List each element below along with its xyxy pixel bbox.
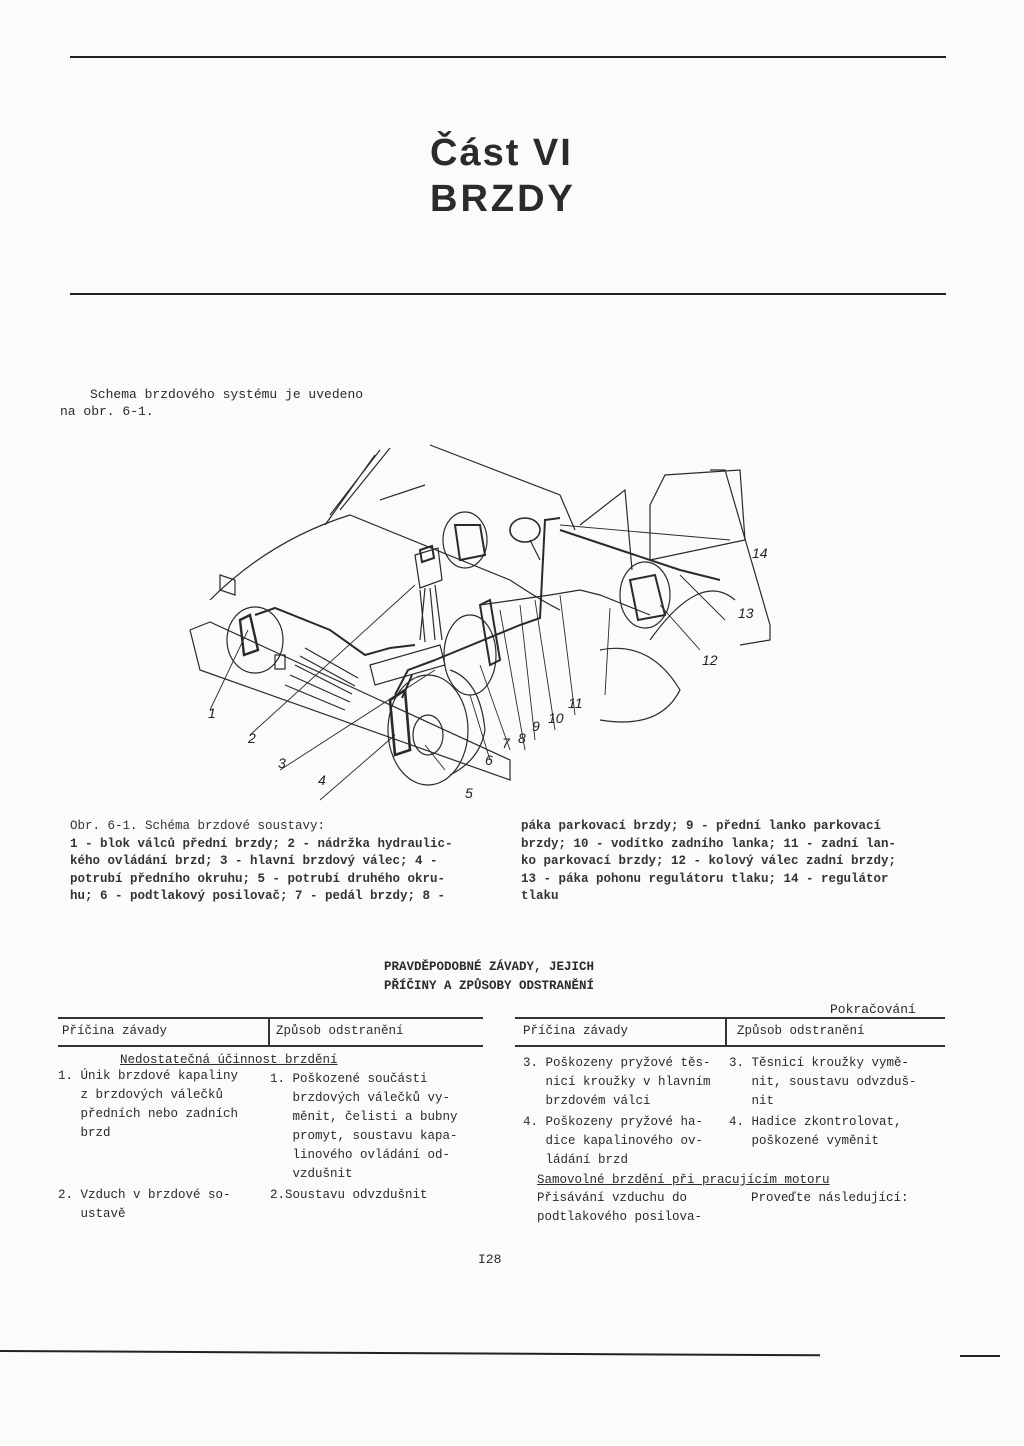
column-header-remedy: Způsob odstranění — [737, 1024, 865, 1038]
hood-outline — [210, 515, 560, 610]
caption-line: 1 - blok válců přední brzdy; 2 - nádržka hydraulic- — [70, 836, 453, 851]
bottom-rule — [0, 1350, 820, 1356]
cause-text: předních nebo zadních — [58, 1107, 239, 1121]
callout-1: 1 — [208, 705, 216, 721]
rear-cable — [480, 590, 650, 615]
caption-line: ko parkovací brzdy; 12 - kolový válec zadní brzdy; — [521, 854, 897, 868]
remedy-text: poškozené vyměnit — [729, 1134, 880, 1148]
headlight — [220, 575, 235, 595]
wiper — [380, 485, 425, 500]
column-header-remedy: Způsob odstranění — [276, 1024, 404, 1038]
cause-text: brzdovém válci — [523, 1094, 651, 1108]
title-bottom-rule — [70, 293, 946, 295]
callout-3: 3 — [278, 755, 286, 771]
cause-text: podtlakového posilova- — [537, 1210, 703, 1224]
reservoir-cap — [420, 546, 434, 562]
remedy-text: 3. Těsnicí kroužky vymě- — [729, 1056, 910, 1070]
column-header-cause: Příčina závady — [62, 1024, 168, 1038]
section-heading — [384, 958, 594, 996]
callout-5: 5 — [465, 785, 473, 801]
rear-window — [650, 470, 745, 560]
remedy-text: brzdových válečků vy- — [270, 1091, 451, 1105]
caption-line: potrubí předního okruhu; 5 - potrubí druhého okru- — [70, 871, 446, 886]
remedy-text: měnit, čelisti a bubny — [270, 1110, 458, 1124]
section-heading-line: PRAVDĚPODOBNÉ ZÁVADY, JEJICH — [384, 960, 595, 974]
remedy-text: 1. Poškozené součásti — [270, 1072, 428, 1086]
callout-9: 9 — [532, 718, 540, 734]
remedy-text: 4. Hadice zkontrolovat, — [729, 1115, 902, 1129]
intro-line: Schema brzdového systému je uvedeno — [90, 387, 364, 402]
callout-11: 11 — [568, 695, 583, 711]
cause-text: brzd — [58, 1126, 111, 1140]
rear-door — [580, 490, 632, 570]
cause-text: nicí kroužky v hlavním — [523, 1075, 711, 1089]
cause-text: Přisávání vzduchu do — [537, 1191, 688, 1205]
table-header — [515, 1017, 945, 1047]
column-divider — [725, 1019, 727, 1045]
remedy-text: nit, soustavu odvzduš- — [729, 1075, 917, 1089]
leader-lines — [210, 525, 730, 800]
callout-12: 12 — [702, 652, 718, 668]
figure-caption-left — [70, 818, 500, 906]
cause-text: dice kapalinového ov- — [523, 1134, 704, 1148]
chapter-number: Část VI — [430, 132, 573, 174]
remedy-text: vzdušnit — [270, 1167, 353, 1181]
column-header-cause: Příčina závady — [523, 1024, 629, 1038]
table-subheading: Samovolné brzdění při pracujícím motoru — [537, 1173, 830, 1187]
troubleshooting-table-left — [58, 1017, 483, 1237]
cause-text: ustavě — [58, 1207, 126, 1221]
chapter-title — [430, 130, 630, 222]
intro-paragraph — [60, 386, 363, 420]
remedy-text: promyt, soustavu kapa- — [270, 1129, 458, 1143]
caption-line: tlaku — [521, 889, 559, 903]
caption-line: kého ovládání brzd; 3 - hlavní brzdový válec; 4 - — [70, 854, 438, 868]
remedy-text: linového ovládání od- — [270, 1148, 451, 1162]
cause-text: ládání brzd — [523, 1153, 629, 1167]
section-heading-line: PŘÍČINY A ZPŮSOBY ODSTRANĚNÍ — [384, 979, 595, 993]
front-right-brake-disc — [388, 675, 468, 785]
brake-system-illustration — [180, 430, 780, 810]
callout-7: 7 — [502, 735, 510, 751]
callout-8: 8 — [518, 730, 526, 746]
remedy-text: 2.Soustavu odvzdušnit — [270, 1188, 428, 1202]
intro-line: na obr. 6-1. — [60, 404, 154, 419]
regulator-lever — [530, 540, 540, 560]
front-right-caliper — [390, 690, 410, 755]
callout-4: 4 — [318, 772, 326, 788]
grille — [285, 648, 358, 710]
page-number: I28 — [478, 1252, 502, 1267]
callout-10: 10 — [548, 710, 564, 726]
column-divider — [268, 1019, 270, 1045]
front-left-caliper — [240, 615, 258, 655]
caption-line: hu; 6 - podtlakový posilovač; 7 - pedál brzdy; 8 - — [70, 889, 446, 903]
top-rule — [70, 56, 946, 58]
bottom-rule-end — [960, 1355, 1000, 1357]
cause-text: 3. Poškozeny pryžové těs- — [523, 1056, 711, 1070]
reservoir — [415, 548, 442, 588]
remedy-text: Proveďte následující: — [751, 1191, 909, 1205]
chapter-name: BRZDY — [430, 178, 576, 220]
pressure-regulator — [510, 518, 540, 542]
callout-14: 14 — [752, 545, 768, 561]
remedy-text: nit — [729, 1094, 775, 1108]
rear-right-shoe — [630, 575, 665, 620]
rear-brake-pipe — [560, 530, 720, 580]
troubleshooting-table-right — [515, 1017, 945, 1247]
brake-pedal — [480, 600, 500, 665]
brake-system-figure — [180, 430, 780, 810]
callout-2: 2 — [248, 730, 256, 746]
caption-line: brzdy; 10 - vodítko zadního lanka; 11 - zadní lan- — [521, 836, 897, 851]
cause-text: 2. Vzduch v brzdové so- — [58, 1188, 231, 1202]
cause-text: 4. Poškozeny pryžové ha- — [523, 1115, 704, 1129]
rear-left-shoe — [455, 525, 485, 560]
table-subheading: Nedostatečná účinnost brzdění — [120, 1053, 338, 1067]
reservoir-hoses — [420, 585, 442, 642]
table-header — [58, 1017, 483, 1047]
front-brake-line — [255, 608, 415, 655]
cause-text: 1. Únik brzdové kapaliny — [58, 1069, 239, 1083]
cause-text: z brzdových válečků — [58, 1088, 224, 1102]
windshield-lines — [325, 448, 390, 525]
caption-line: 13 - páka pohonu regulátoru tlaku; 14 - regulátor — [521, 871, 889, 886]
callout-13: 13 — [738, 605, 754, 621]
callout-6: 6 — [485, 752, 493, 768]
figure-caption-right — [521, 818, 951, 906]
caption-line: Obr. 6-1. Schéma brzdové soustavy: — [70, 819, 326, 833]
continued-label: Pokračování — [830, 1002, 916, 1017]
caption-line: páka parkovací brzdy; 9 - přední lanko parkovací — [521, 819, 882, 833]
rear-wheel — [600, 648, 680, 722]
